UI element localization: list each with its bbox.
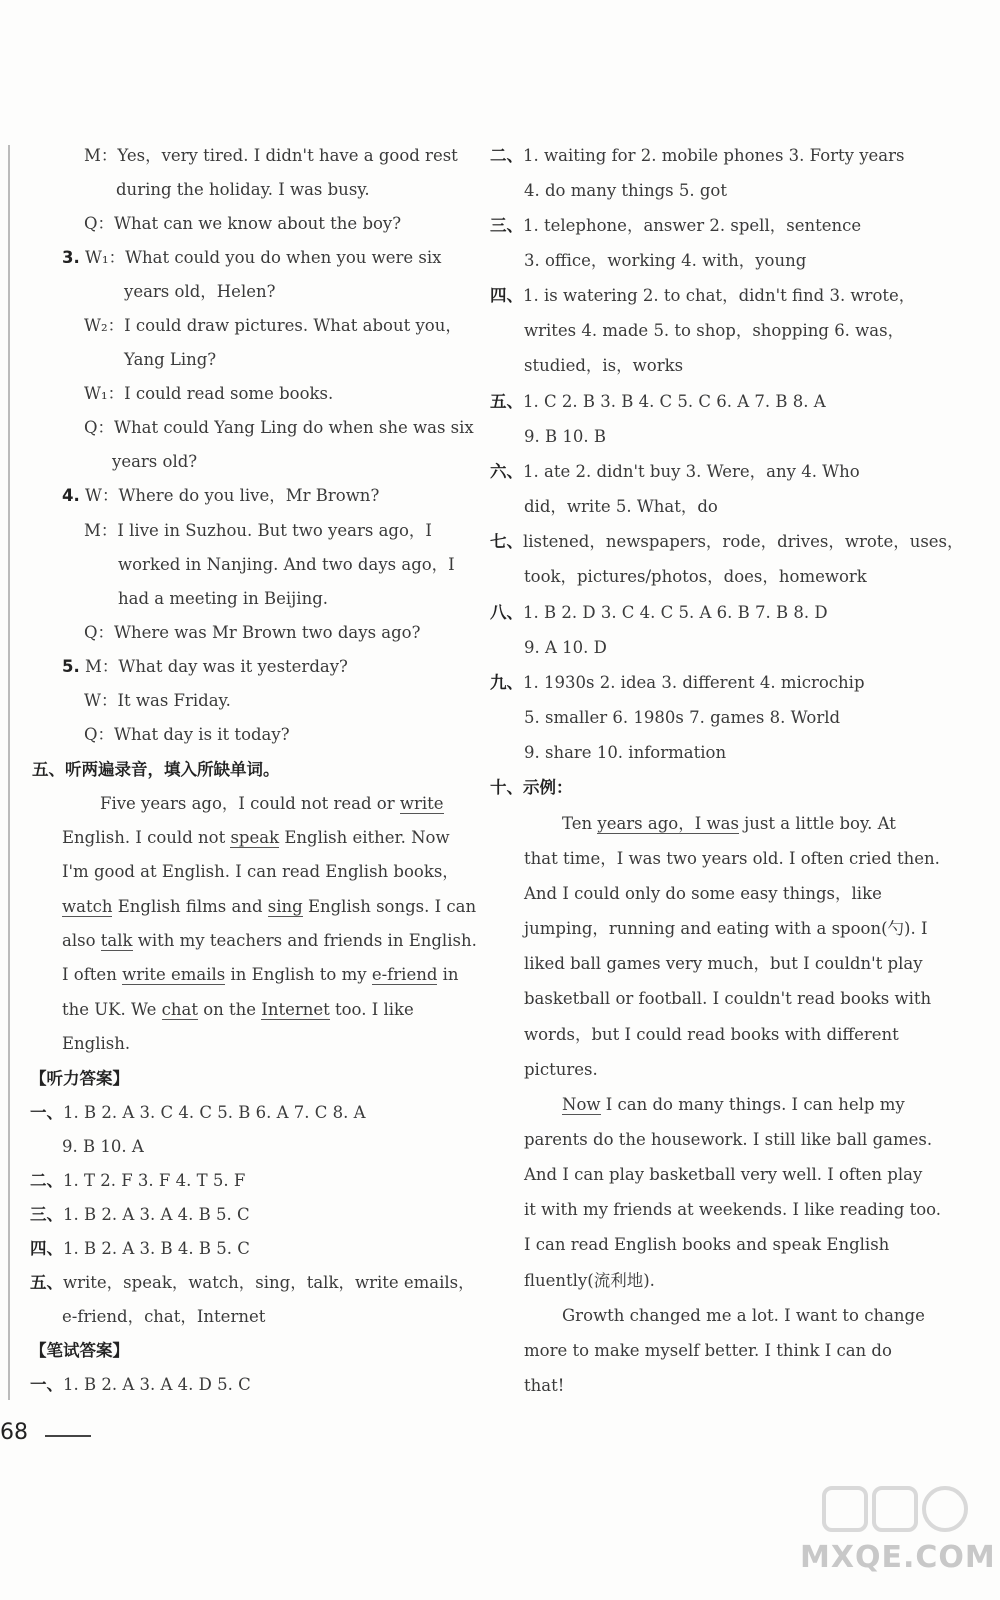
answer-blank: chat [161, 1000, 198, 1019]
dialogue-line: worked in Nanjing. And two days ago，I [118, 555, 455, 574]
dialogue-line: W：It was Friday. [84, 691, 231, 710]
essay-line: jumping，running and eating with a spoon(勺). I [524, 919, 928, 938]
answer-row: 9. B 10. B [524, 427, 606, 446]
answer-row: e-friend，chat，Internet [62, 1307, 266, 1326]
essay-line: Ten years ago，I was just a little boy. At [562, 814, 896, 833]
essay-line: words，but I could read books with different [524, 1025, 899, 1044]
dialogue-line: years old? [112, 452, 198, 471]
essay-line: Growth changed me a lot. I want to change [562, 1306, 925, 1325]
answer-row: 二、1. T 2. F 3. F 4. T 5. F [30, 1171, 246, 1190]
answer-row: 三、1. telephone，answer 2. spell，sentence [490, 216, 862, 235]
answer-row: writes 4. made 5. to shop，shopping 6. was， [524, 321, 905, 340]
underlined-phrase: Now [562, 1095, 601, 1114]
item-number: 5. [62, 657, 80, 676]
answer-row: 一、1. B 2. A 3. C 4. C 5. B 6. A 7. C 8. A [30, 1103, 366, 1122]
dialogue-line: years old，Helen? [124, 282, 276, 301]
dialogue-line: Q：What could Yang Ling do when she was six [84, 418, 474, 437]
passage-line: English. [62, 1034, 131, 1053]
passage-line: English. I could not speak English either. Now [62, 828, 450, 847]
dialogue-line: M：Yes，very tired. I didn't have a good rest [84, 146, 458, 165]
answer-row: did，write 5. What，do [524, 497, 718, 516]
page-number-rule [45, 1435, 91, 1437]
answer-row: 八、1. B 2. D 3. C 4. C 5. A 6. B 7. B 8. D [490, 603, 828, 622]
answer-row: 七、listened，newspapers，rode，drives，wrote，uses， [490, 532, 964, 551]
essay-line: And I can play basketball very well. I often play [524, 1165, 923, 1184]
written-answers-header: 【笔试答案】 [30, 1341, 129, 1360]
dialogue-line: Q：Where was Mr Brown two days ago? [84, 623, 421, 642]
answer-blank: sing [267, 897, 303, 916]
dialogue-line: M：What day was it yesterday? [85, 657, 348, 676]
dialogue-line: Q：What day is it today? [84, 725, 290, 744]
answer-row: 四、1. B 2. A 3. B 4. B 5. C [30, 1239, 250, 1258]
watermark-logo [820, 1480, 970, 1540]
passage-line: watch English films and sing English songs. I can [62, 897, 477, 916]
answer-row: 9. A 10. D [524, 638, 607, 657]
underlined-phrase: years ago，I was [597, 814, 739, 833]
dialogue-line: W₁：I could read some books. [84, 384, 334, 403]
essay-line: parents do the housework. I still like ball games. [524, 1130, 933, 1149]
essay-line: more to make myself better. I think I can do [524, 1341, 892, 1360]
answer-row: 五、1. C 2. B 3. B 4. C 5. C 6. A 7. B 8. A [490, 392, 826, 411]
answer-blank: Internet [261, 1000, 330, 1019]
dialogue-line: W₂：I could draw pictures. What about you， [84, 316, 462, 335]
answer-blank: e-friend [371, 965, 438, 984]
item-number: 4. [62, 486, 80, 505]
essay-line: liked ball games very much，but I couldn't play [524, 954, 923, 973]
column-rule [8, 145, 10, 1400]
answer-row: took，pictures/photos，does，homework [524, 567, 867, 586]
essay-line: Now I can do many things. I can help my [562, 1095, 905, 1114]
answer-row: 四、1. is watering 2. to chat，didn't find 3. wrote， [490, 286, 916, 305]
answer-row: 3. office，working 4. with，young [524, 251, 807, 270]
answer-row: 六、1. ate 2. didn't buy 3. Were，any 4. Who [490, 462, 860, 481]
dialogue-line: W₁：What could you do when you were six [85, 248, 442, 267]
dialogue-3 [62, 248, 441, 268]
dialogue-line: had a meeting in Beijing. [118, 589, 329, 608]
dialogue-line: during the holiday. I was busy. [116, 180, 370, 199]
essay-line: that! [524, 1376, 565, 1395]
passage-line: also talk with my teachers and friends in English. [62, 931, 477, 950]
essay-line: I can read English books and speak English [524, 1235, 890, 1254]
answer-blank: write emails [122, 965, 226, 984]
essay-line: And I could only do some easy things，like [524, 884, 882, 903]
essay-line: pictures. [524, 1060, 598, 1079]
essay-line: that time，I was two years old. I often cried then. [524, 849, 940, 868]
answer-row: studied，is，works [524, 356, 684, 375]
answer-row: 一、1. B 2. A 3. A 4. D 5. C [30, 1375, 251, 1394]
passage-line: I often write emails in English to my e-friend in [62, 965, 459, 984]
answer-row: 9. share 10. information [524, 743, 727, 762]
section-title: 十、示例： [490, 778, 573, 797]
item-number: 3. [62, 248, 80, 267]
essay-line: it with my friends at weekends. I like reading too. [524, 1200, 942, 1219]
dialogue-line: Q：What can we know about the boy? [84, 214, 402, 233]
essay-line: basketball or football. I couldn't read books with [524, 989, 932, 1008]
answer-row: 9. B 10. A [62, 1137, 144, 1156]
passage-line: the UK. We chat on the Internet too. I like [62, 1000, 414, 1019]
answer-row: 三、1. B 2. A 3. A 4. B 5. C [30, 1205, 250, 1224]
dialogue-line: W：Where do you live，Mr Brown? [85, 486, 380, 505]
essay-line: fluently(流利地). [524, 1271, 655, 1290]
passage-line: I'm good at English. I can read English books， [62, 862, 459, 881]
answer-row: 九、1. 1930s 2. idea 3. different 4. microchip [490, 673, 865, 692]
answer-blank: speak [230, 828, 280, 847]
answer-blank: watch [62, 897, 113, 916]
dialogue-line: M：I live in Suzhou. But two years ago，I [84, 521, 432, 540]
answer-blank: talk [100, 931, 133, 950]
passage-line: Five years ago，I could not read or write [100, 794, 444, 813]
answer-blank: write [399, 794, 444, 813]
dialogue-5 [62, 657, 348, 677]
answer-row: 4. do many things 5. got [524, 181, 727, 200]
answer-row: 五、write，speak，watch，sing，talk，write emails， [30, 1273, 475, 1292]
answer-row: 二、1. waiting for 2. mobile phones 3. Forty years [490, 146, 905, 165]
watermark-site: MXQE.COM [800, 1540, 996, 1575]
answer-row: 5. smaller 6. 1980s 7. games 8. World [524, 708, 841, 727]
listening-answers-header: 【听力答案】 [30, 1069, 129, 1088]
page-number: 68 [0, 1420, 28, 1445]
dialogue-4 [62, 486, 379, 506]
section-title: 五、听两遍录音，填入所缺单词。 [32, 760, 280, 779]
dialogue-line: Yang Ling? [124, 350, 217, 369]
